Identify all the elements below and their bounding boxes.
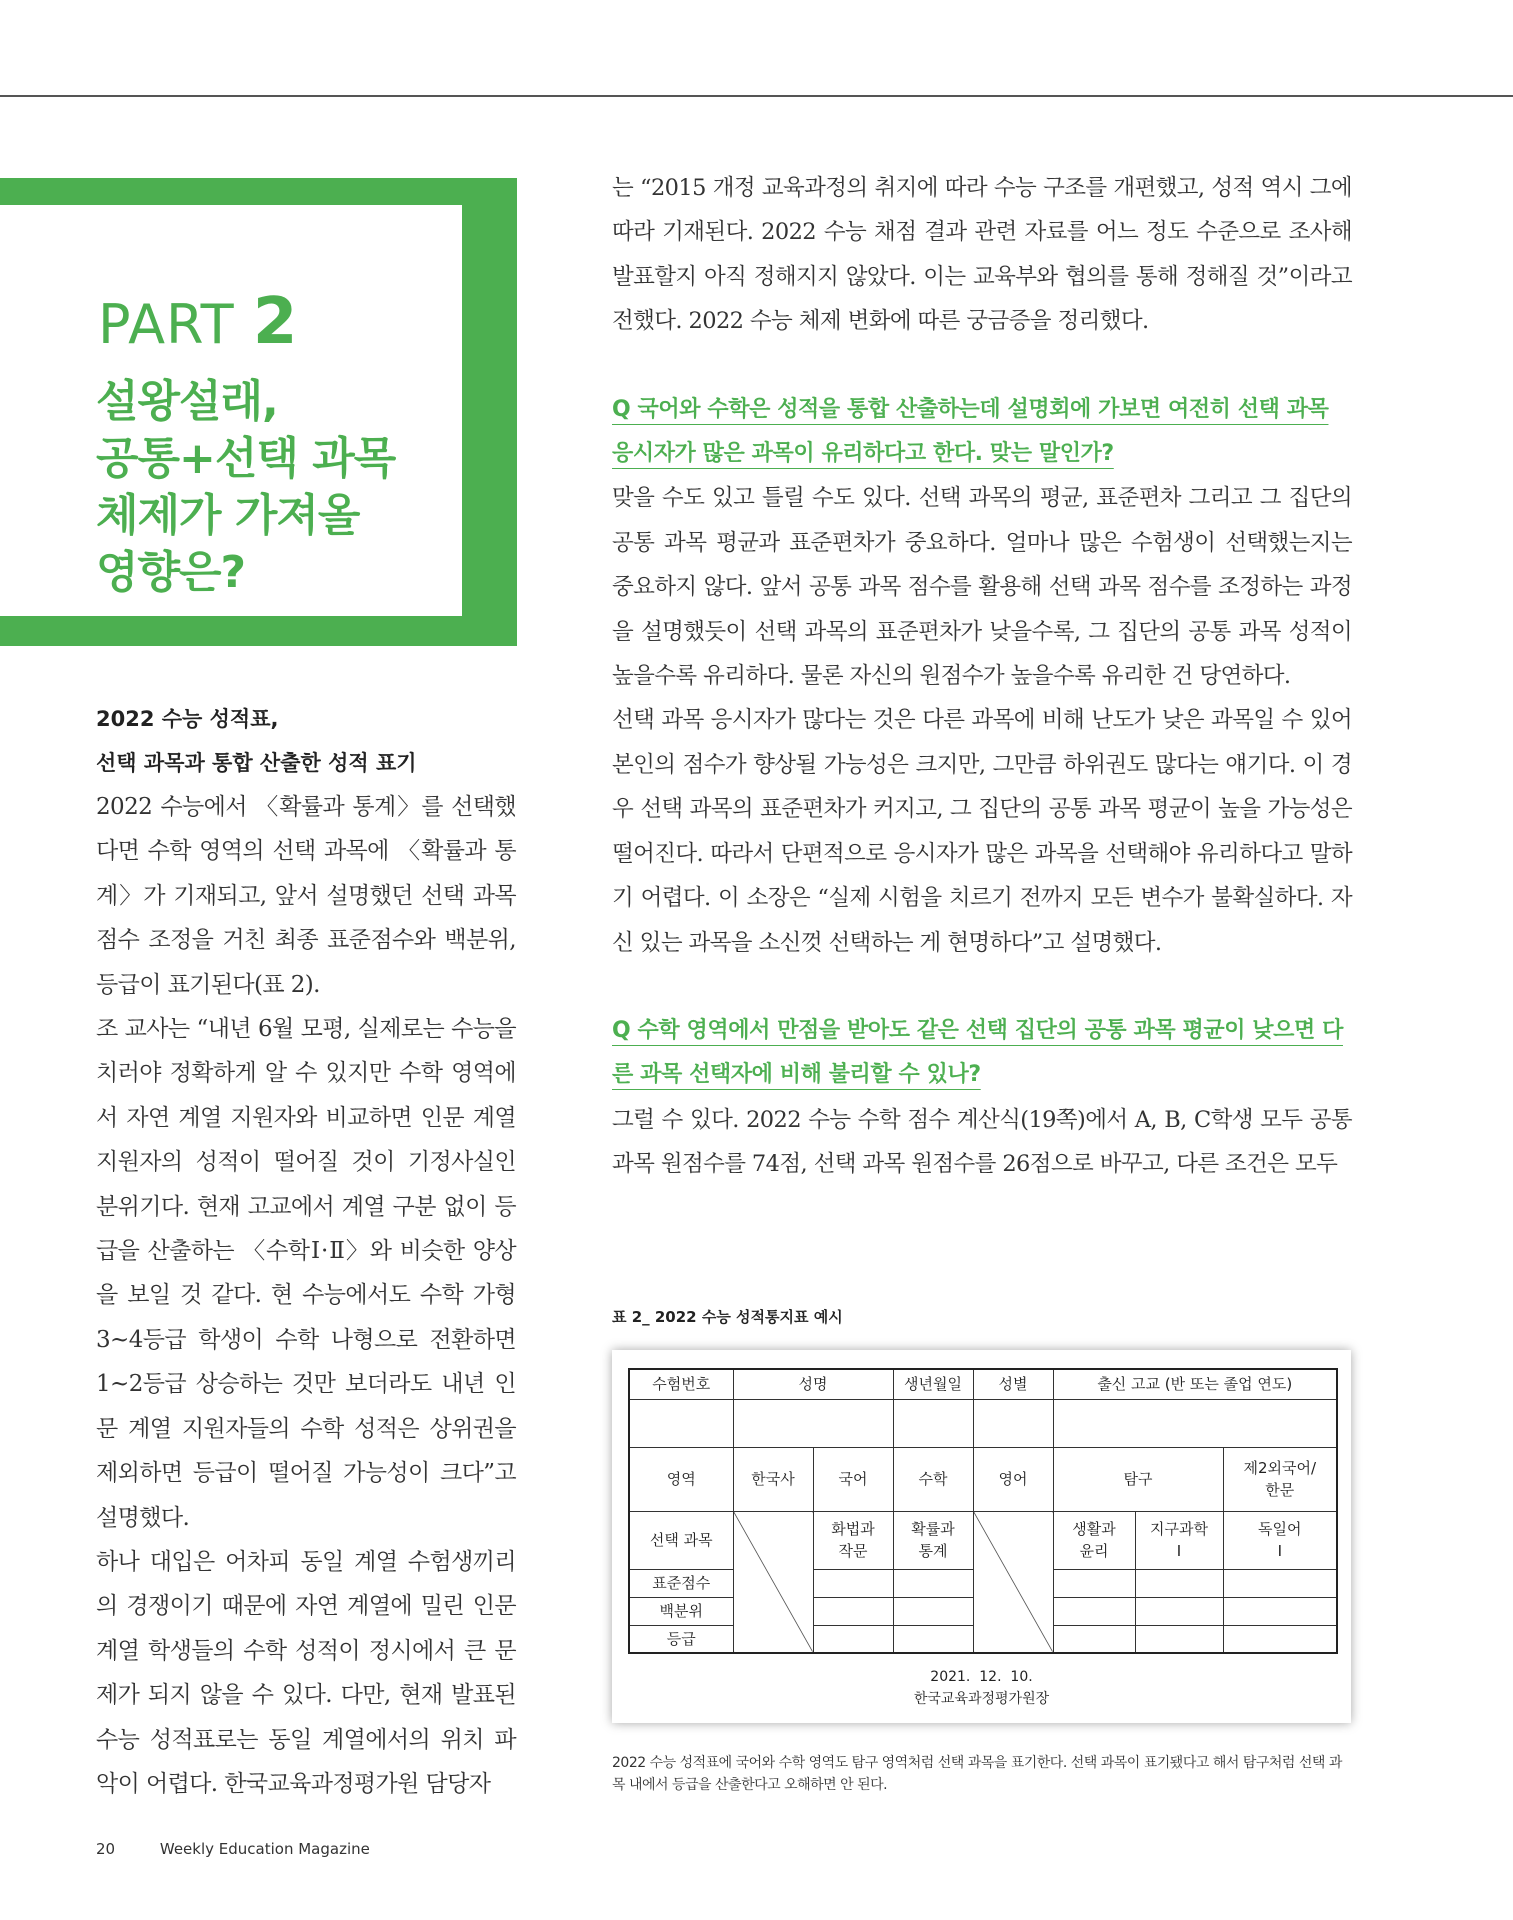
row-label-area: 영역 (629, 1447, 733, 1511)
area-second-foreign-language: 제2외국어/ 한문 (1223, 1447, 1337, 1511)
area-korean-history: 한국사 (733, 1447, 813, 1511)
subheading-line: 2022 수능 성적표, (96, 707, 279, 731)
part-title-line: 영향은? (96, 547, 246, 598)
diagonal-cell (973, 1511, 1053, 1653)
figure-note: 2022 수능 성적표에 국어와 수학 영역도 탐구 영역처럼 선택 과목을 표기한다. 선택 과목이 표기됐다고 해서 탐구처럼 선택 과목 내에서 등급을 산출한다고 오해하면 안 된다. (612, 1755, 1342, 1793)
body-paragraph: 하나 대입은 어차피 동일 계열 수험생끼리의 경쟁이기 때문에 자연 계열에 밀린 인문 계열 학생들의 수학 성적이 정시에서 큰 문제가 되지 않을 수 있다. 다만, 현재 발표된 수능 성적표로는 동일 계열에서의 위치 파악이 어렵다. 한국교육과정평가원 담당자 (96, 1548, 516, 1797)
part-box (0, 178, 517, 646)
elective-inquiry-2: 지구과학 Ⅰ (1135, 1511, 1223, 1569)
value-cell (1053, 1625, 1135, 1653)
value-cell (893, 1625, 973, 1653)
value-cell (813, 1625, 893, 1653)
value-cell (1053, 1399, 1337, 1447)
body-paragraph: 조 교사는 “내년 6월 모평, 실제로는 수능을 치러야 정확하게 알 수 있지만 수학 영역에서 자연 계열 지원자와 비교하면 인문 계열 지원자의 성적이 떨어질 것이 기정사실인 분위기다. 현재 고교에서 계열 구분 없이 등급을 산출하는 〈수학Ⅰ·Ⅱ〉와 비슷한 양상을 보일 것 같다. 현 수능에서도 수학 가형 3~4등급 학생이 수학 나형으로 전환하면 1~2등급 상승하는 것만 보더라도 내년 인문 계열 지원자들의 수학 성적은 상위권을 제외하면 등급이 떨어질 가능성이 크다”고 설명했다. (96, 1016, 516, 1531)
elective-korean: 화법과 작문 (813, 1511, 893, 1569)
question-1 (612, 388, 1352, 477)
value-cell (1135, 1625, 1223, 1653)
area-inquiry: 탐구 (1053, 1447, 1223, 1511)
subheading-line: 선택 과목과 통합 산출한 성적 표기 (96, 751, 417, 775)
value-cell (1135, 1597, 1223, 1625)
value-cell (973, 1399, 1053, 1447)
row-label-elective: 선택 과목 (629, 1511, 733, 1569)
value-cell (1053, 1597, 1135, 1625)
value-cell (1223, 1625, 1337, 1653)
section-subheading (96, 697, 516, 785)
table-footer (612, 1666, 1351, 1710)
area-korean: 국어 (813, 1447, 893, 1511)
header-name: 성명 (733, 1369, 893, 1399)
part-title-line: 체제가 가져올 (96, 490, 360, 541)
value-cell (813, 1569, 893, 1597)
value-cell (629, 1399, 733, 1447)
value-cell (893, 1399, 973, 1447)
value-cell (893, 1597, 973, 1625)
body-paragraph: 2022 수능에서 〈확률과 통계〉를 선택했다면 수학 영역의 선택 과목에 〈확률과 통계〉가 기재되고, 앞서 설명했던 선택 과목 점수 조정을 거친 최종 표준점수와 백분위, 등급이 표기된다(표 2). (96, 794, 516, 998)
header-birthdate: 생년월일 (893, 1369, 973, 1399)
left-column (96, 697, 516, 1806)
issue-date: 2021. 12. 10. (930, 1669, 1033, 1685)
row-label-standard-score: 표준점수 (629, 1569, 733, 1597)
part-title (96, 373, 395, 601)
value-cell (813, 1597, 893, 1625)
value-cell (893, 1569, 973, 1597)
value-cell (1053, 1569, 1135, 1597)
header-exam-number: 수험번호 (629, 1369, 733, 1399)
elective-math: 확률과 통계 (893, 1511, 973, 1569)
answer-1-paragraph: 선택 과목 응시자가 많다는 것은 다른 과목에 비해 난도가 낮은 과목일 수 있어 본인의 점수가 향상될 가능성은 크지만, 그만큼 하위권도 많다는 얘기다. 이 경우 선택 과목의 표준편차가 커지고, 그 집단의 공통 과목 평균이 높을 가능성은 떨어진다. 따라서 단편적으로 응시자가 많은 과목을 선택해야 유리하다고 말하기 어렵다. 이 소장은 “실제 시험을 치르기 전까지 모든 변수가 불확실하다. 자신 있는 과목을 소신껏 선택하는 게 현명하다”고 설명했다. (612, 707, 1352, 956)
value-cell (733, 1399, 893, 1447)
question-1-text: Q 국어와 수학은 성적을 통합 산출하는데 설명회에 가보면 여전히 선택 과목 응시자가 많은 과목이 유리하다고 한다. 맞는 말인가? (612, 396, 1329, 467)
diagonal-cell (733, 1511, 813, 1653)
row-label-percentile: 백분위 (629, 1597, 733, 1625)
right-column (612, 166, 1352, 1187)
row-label-grade: 등급 (629, 1625, 733, 1653)
value-cell (1223, 1569, 1337, 1597)
elective-foreign: 독일어 Ⅰ (1223, 1511, 1337, 1569)
header-high-school: 출신 고교 (반 또는 졸업 연도) (1053, 1369, 1337, 1399)
score-report-table (628, 1368, 1338, 1654)
value-cell (1135, 1569, 1223, 1597)
answer-1-paragraph: 맞을 수도 있고 틀릴 수도 있다. 선택 과목의 평균, 표준편차 그리고 그 집단의 공통 과목 평균과 표준편차가 중요하다. 얼마나 많은 수험생이 선택했는지는 중요하지 않다. 앞서 공통 과목 점수를 활용해 선택 과목 점수를 조정하는 과정을 설명했듯이 선택 과목의 표준편차가 낮을수록, 그 집단의 공통 과목 성적이 높을수록 유리하다. 물론 자신의 원점수가 높을수록 유리한 건 당연하다. (612, 485, 1352, 690)
part-title-line: 공통+선택 과목 (96, 433, 396, 484)
issuer: 한국교육과정평가원장 (913, 1691, 1050, 1707)
question-2-text: Q 수학 영역에서 만점을 받아도 같은 선택 집단의 공통 과목 평균이 낮으면 다른 과목 선택자에 비해 불리할 수 있나? (612, 1017, 1343, 1088)
table-caption: 표 2_ 2022 수능 성적통지표 예시 (612, 1308, 843, 1326)
value-cell (1223, 1597, 1337, 1625)
part-label-text: PART (98, 293, 235, 356)
score-report-figure (612, 1350, 1351, 1723)
answer-2-paragraph: 그럴 수 있다. 2022 수능 수학 점수 계산식(19쪽)에서 A, B, C학생 모두 공통 과목 원점수를 74점, 선택 과목 원점수를 26점으로 바꾸고, 다른 조건은 모두 (612, 1106, 1352, 1178)
question-2 (612, 1009, 1352, 1098)
page-number: 20 (96, 1840, 116, 1858)
elective-inquiry-1: 생활과 윤리 (1053, 1511, 1135, 1569)
magazine-name: Weekly Education Magazine (159, 1840, 370, 1858)
top-rule (0, 95, 1513, 97)
part-label (98, 285, 298, 359)
intro-paragraph: 는 “2015 개정 교육과정의 취지에 따라 수능 구조를 개편했고, 성적 역시 그에 따라 기재된다. 2022 수능 채점 결과 관련 자료를 어느 정도 수준으로 조사해 발표할지 아직 정해지지 않았다. 이는 교육부와 협의를 통해 정해질 것”이라고 전했다. 2022 수능 체제 변화에 따른 궁금증을 정리했다. (612, 175, 1352, 335)
area-english: 영어 (973, 1447, 1053, 1511)
part-number: 2 (252, 285, 299, 359)
header-gender: 성별 (973, 1369, 1053, 1399)
part-title-line: 설왕설래, (96, 376, 278, 427)
area-math: 수학 (893, 1447, 973, 1511)
page-footer (96, 1840, 370, 1858)
part-box-inner (0, 205, 462, 616)
